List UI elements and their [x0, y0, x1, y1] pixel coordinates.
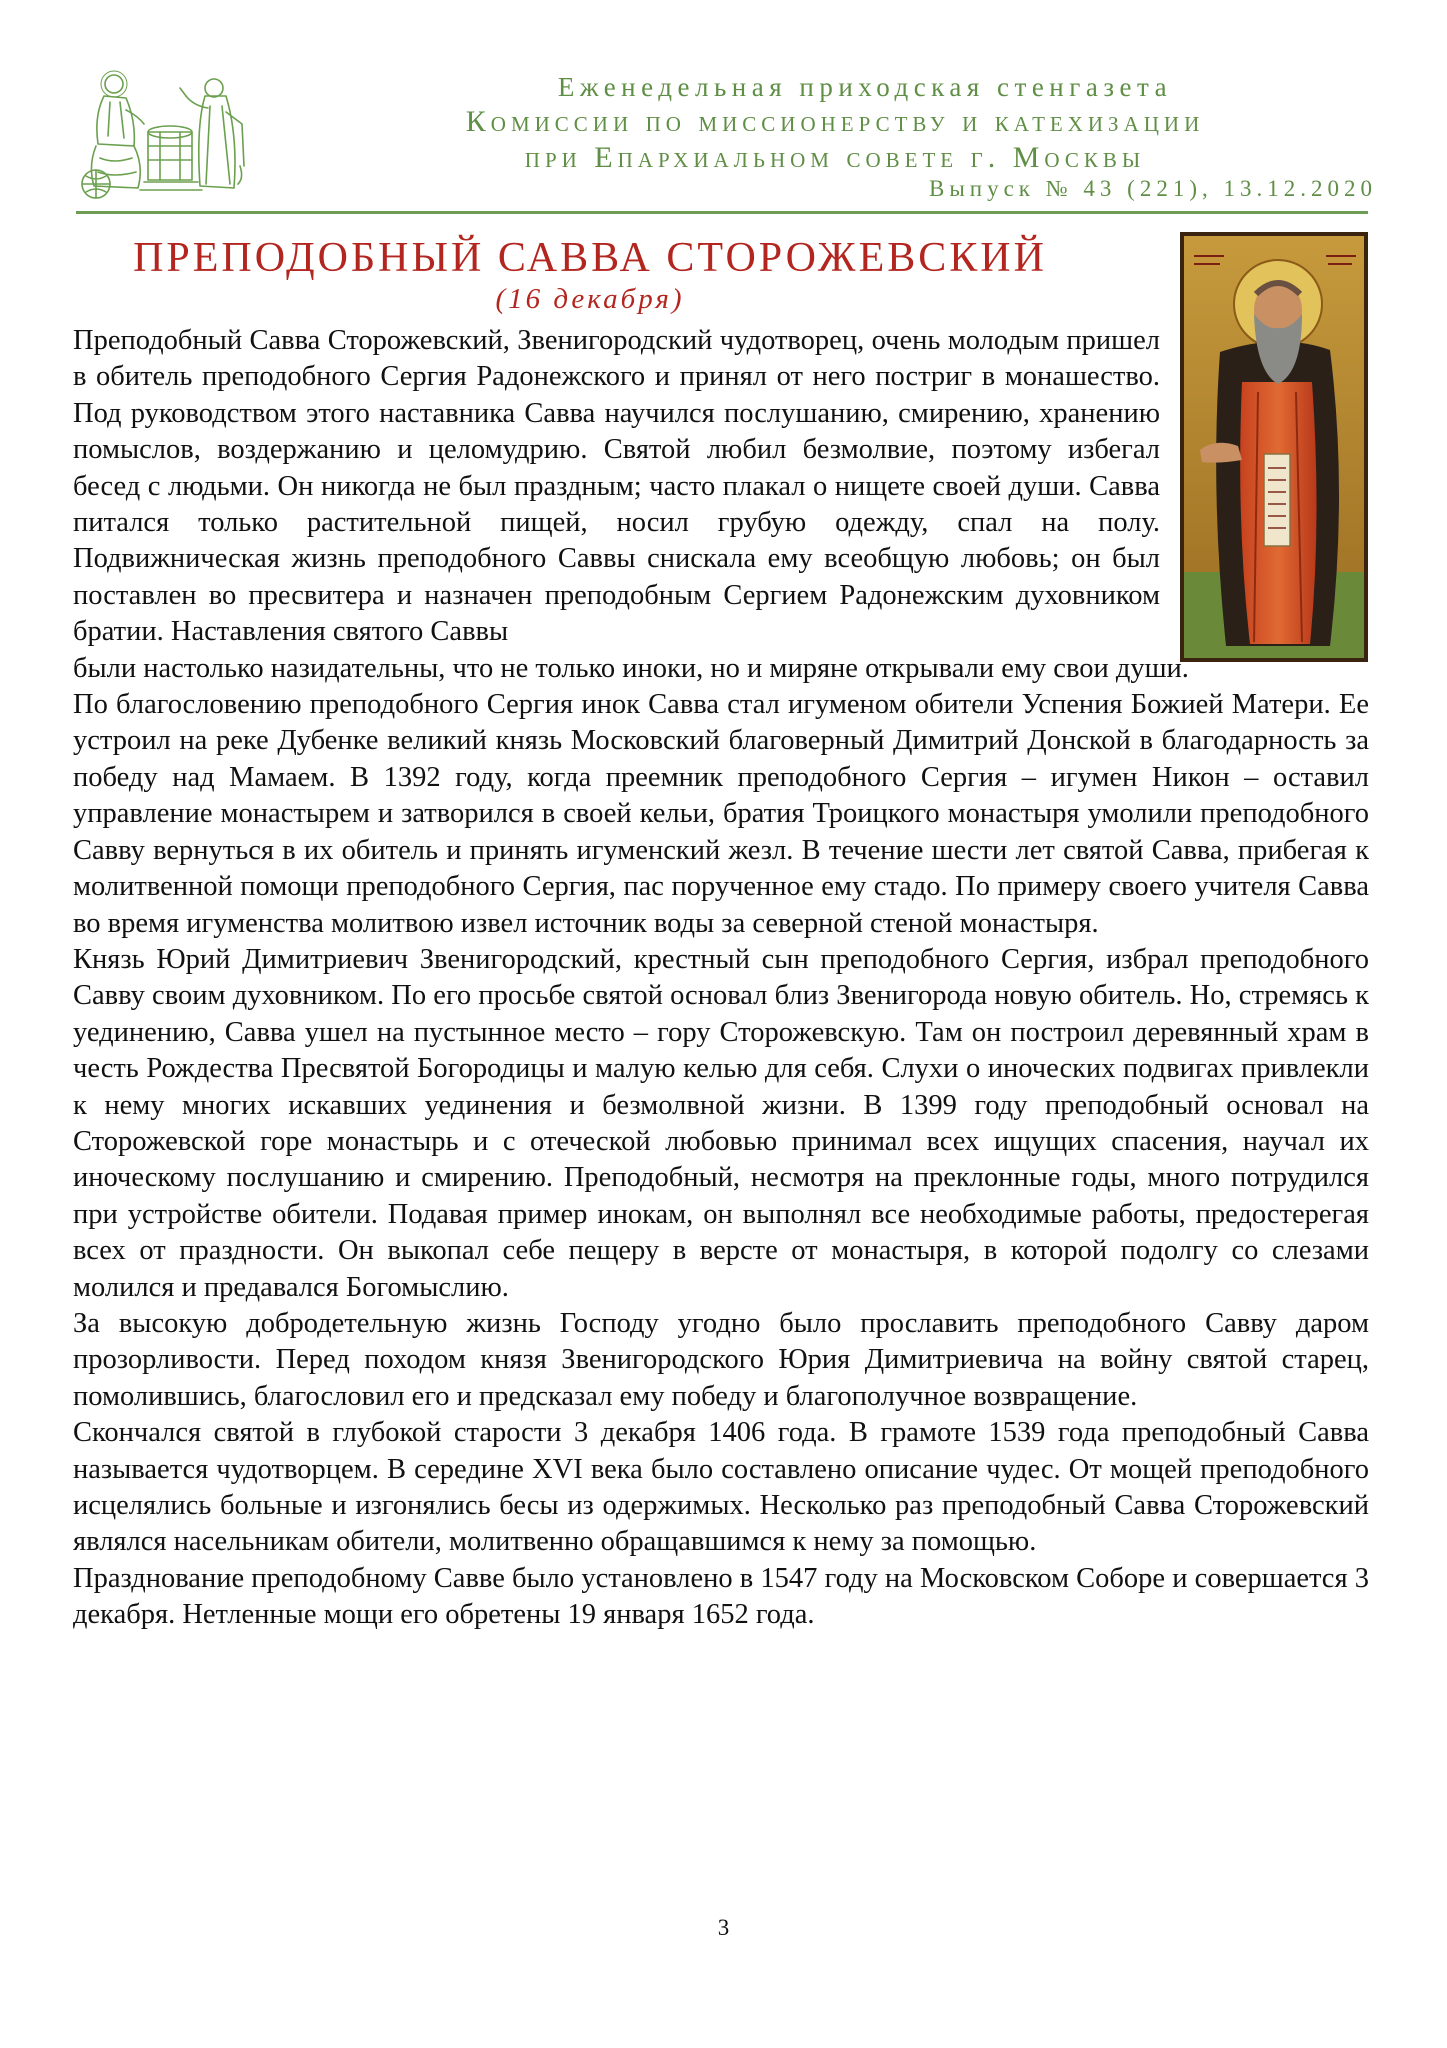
paragraph — [73, 323, 1369, 687]
parish-logo-icon — [74, 66, 252, 204]
paragraph: Князь Юрий Димитриевич Звенигородский, крестный сын преподобного Сергия, избрал преподобного Савву своим духовником. По его просьбе святой основал близ Звенигорода новую обитель. Но, стремясь к уединению, Савва ушел на пустынное место – гору Сторожевскую. Там он построил деревянный храм в честь Рождества Пресвятой Богородицы и малую келью для себя. Слухи о иноческих подвигах привлекли к нему многих искавших уединения и безмолвной жизни. В 1399 году преподобный основал на Сторожевской горе монастырь и с отеческой любовью принимал всех ищущих спасения, научал их иноческому послушанию и смирению. Преподобный, несмотря на преклонные годы, много потрудился при устройстве обители. Подавая пример инокам, он выполнял все необходимые работы, предостерегая всех от праздности. Он выкопал себе пещеру в версте от монастыря, в которой подолгу со слезами молился и предавался Богомыслию. — [73, 943, 1369, 1303]
paragraph: Скончался святой в глубокой старости 3 декабря 1406 года. В грамоте 1539 года преподобный Савва называется чудотворцем. В середине XVI века было составлено описание чудес. От мощей преподобного исцелялись больные и изгонялись бесы из одержимых. Несколько раз преподобный Савва Сторожевский являлся насельникам обители, молитвенно обращавшимся к нему за помощью. — [73, 1417, 1369, 1558]
masthead-line3: при Епархиальном совете г. Москвы — [524, 141, 1146, 174]
paragraph: Празднование преподобному Савве было установлено в 1547 году на Московском Соборе и совершается 3 декабря. Нетленные мощи его обретены 19 января 1652 года. — [73, 1562, 1369, 1631]
article-body — [73, 323, 1369, 1634]
issue-number: Выпуск № 43 (221), 13.12.2020 — [929, 176, 1377, 201]
article-date: (16 декабря) — [495, 283, 685, 315]
masthead-line1: Еженедельная приходская стенгазета — [557, 72, 1173, 102]
article-title: ПРЕПОДОБНЫЙ САВВА СТОРОЖЕВСКИЙ — [133, 235, 1047, 281]
masthead — [300, 70, 1370, 176]
paragraph-text-full: были настолько назидательны, что не только иноки, но и миряне открывали ему свои души. — [73, 652, 1189, 684]
page-number: 3 — [717, 1915, 730, 1940]
masthead-line2: Комиссии по миссионерству и катехизации — [465, 105, 1205, 138]
paragraph-text-wrapped: Преподобный Савва Сторожевский, Звенигородский чудотворец, очень молодым пришел в обитель преподобного Сергия Радонежского и принял от него постриг в монашество. Под руководством этого наставника Савва научился послушанию, смирению, хранению помыслов, воздержанию и целомудрию. Святой любил безмолвие, поэтому избегал бесед с людьми. Он никогда не был праздным; часто плакал о нищете своей души. Савва питался только растительной пищей, носил грубую одежду, спал на полу. Подвижническая жизнь преподобного Саввы снискала ему всеобщую любовь; он был поставлен во пресвитера и назначен преподобным Сергием Радонежским духовником братии. Наставления святого Саввы — [73, 325, 1160, 648]
paragraph: По благословению преподобного Сергия инок Савва стал игуменом обители Успения Божией Матери. Ее устроил на реке Дубенке великий князь Московский благоверный Димитрий Донской в благодарность за победу над Мамаем. В 1392 году, когда преемник преподобного Сергия – игумен Никон – оставил управление монастырем и затворился в своей кельи, братия Троицкого монастыря умолили преподобного Савву вернуться в их обитель и принять игуменский жезл. В течение шести лет святой Савва, прибегая к молитвенной помощи преподобного Сергия, пас порученное ему стадо. По примеру своего учителя Савва во время игуменства молитвою извел источник воды за северной стеной монастыря. — [73, 689, 1369, 939]
header-divider — [76, 211, 1368, 214]
paragraph: За высокую добродетельную жизнь Господу угодно было прославить преподобного Савву даром прозорливости. Перед походом князя Звенигородского Юрия Димитриевича на войну святой старец, помолившись, благословил его и предсказал ему победу и благополучное возвращение. — [73, 1307, 1369, 1412]
